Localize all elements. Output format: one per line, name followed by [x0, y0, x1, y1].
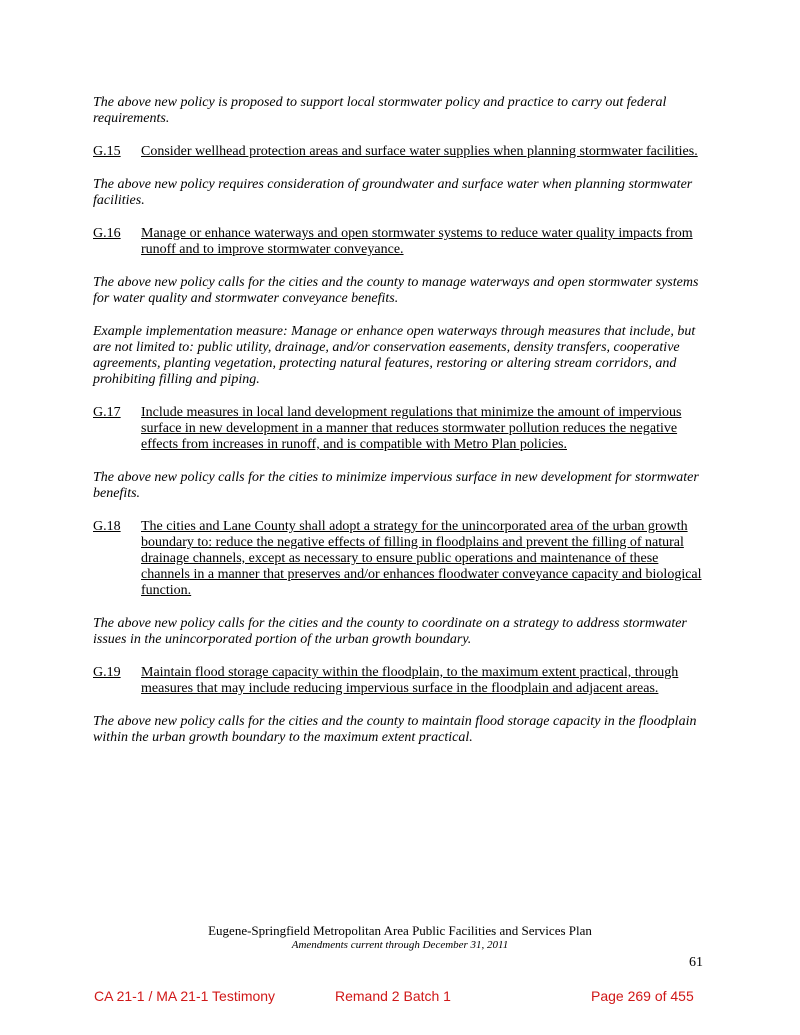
policy-text: Maintain flood storage capacity within the floodplain, to the maximum extent practical, through measures that may include reducing impervious surface in the floodplain and adjacent areas. — [141, 665, 679, 696]
commentary-paragraph-6: The above new policy calls for the cities and the county to coordinate on a strategy to address stormwater issues in the unincorporated portion of the urban growth boundary. — [93, 616, 687, 647]
policy-g15 — [93, 144, 708, 160]
policy-text: Consider wellhead protection areas and surface water supplies when planning stormwater facilities. — [141, 144, 698, 159]
policy-g16 — [93, 226, 708, 258]
policy-number: G.18 — [93, 519, 121, 534]
policy-g19 — [93, 665, 708, 697]
policy-number: G.19 — [93, 665, 121, 680]
policy-text: The cities and Lane County shall adopt a strategy for the unincorporated area of the urban growth boundary to: reduce the negative effects of filling in floodplains and prevent the filling of natural drainage channels, except as necessary to ensure public operations and maintenance of these channels in a manner that preserves and/or enhances floodwater conveyance capacity and biological function. — [141, 519, 702, 598]
example-implementation-paragraph: Example implementation measure: Manage or enhance open waterways through measures that include, but are not limited to: public utility, drainage, and/or conservation easements, density transfers, cooperative agreements, planting vegetation, protecting natural features, restoring or altering stream corridors, and prohibiting filling and piping. — [93, 324, 696, 387]
page-number: 61 — [689, 955, 703, 970]
testimony-stamp-left: CA 21-1 / MA 21-1 Testimony — [94, 988, 276, 1004]
policy-number: G.17 — [93, 405, 121, 420]
testimony-stamp-right: Page 269 of 455 — [591, 988, 694, 1004]
policy-text: Include measures in local land development regulations that minimize the amount of impervious surface in new development in a manner that reduces stormwater pollution reduces the negative effects from increases in runoff, and is compatible with Metro Plan policies. — [141, 405, 682, 452]
footer-subtitle: Amendments current through December 31, 2011 — [291, 939, 509, 951]
policy-g17 — [93, 405, 708, 453]
policy-text: Manage or enhance waterways and open stormwater systems to reduce water quality impacts from runoff and to improve stormwater conveyance. — [141, 226, 693, 257]
policy-number: G.16 — [93, 226, 121, 241]
commentary-paragraph-2: The above new policy requires consideration of groundwater and surface water when planning stormwater facilities. — [93, 177, 693, 208]
policy-g18 — [93, 519, 708, 599]
commentary-paragraph-7: The above new policy calls for the cities and the county to maintain flood storage capacity in the floodplain within the urban growth boundary to the maximum extent practical. — [93, 714, 697, 745]
testimony-stamp-center: Remand 2 Batch 1 — [335, 988, 451, 1004]
commentary-paragraph-3: The above new policy calls for the cities and the county to manage waterways and open stormwater systems for water quality and stormwater conveyance benefits. — [93, 275, 699, 306]
policy-number: G.15 — [93, 144, 121, 159]
commentary-paragraph-5: The above new policy calls for the cities to minimize impervious surface in new development for stormwater benefits. — [93, 470, 699, 501]
footer-title: Eugene-Springfield Metropolitan Area Public Facilities and Services Plan — [208, 923, 592, 938]
commentary-paragraph-1: The above new policy is proposed to support local stormwater policy and practice to carry out federal requirements. — [93, 95, 667, 126]
document-body — [93, 95, 708, 763]
